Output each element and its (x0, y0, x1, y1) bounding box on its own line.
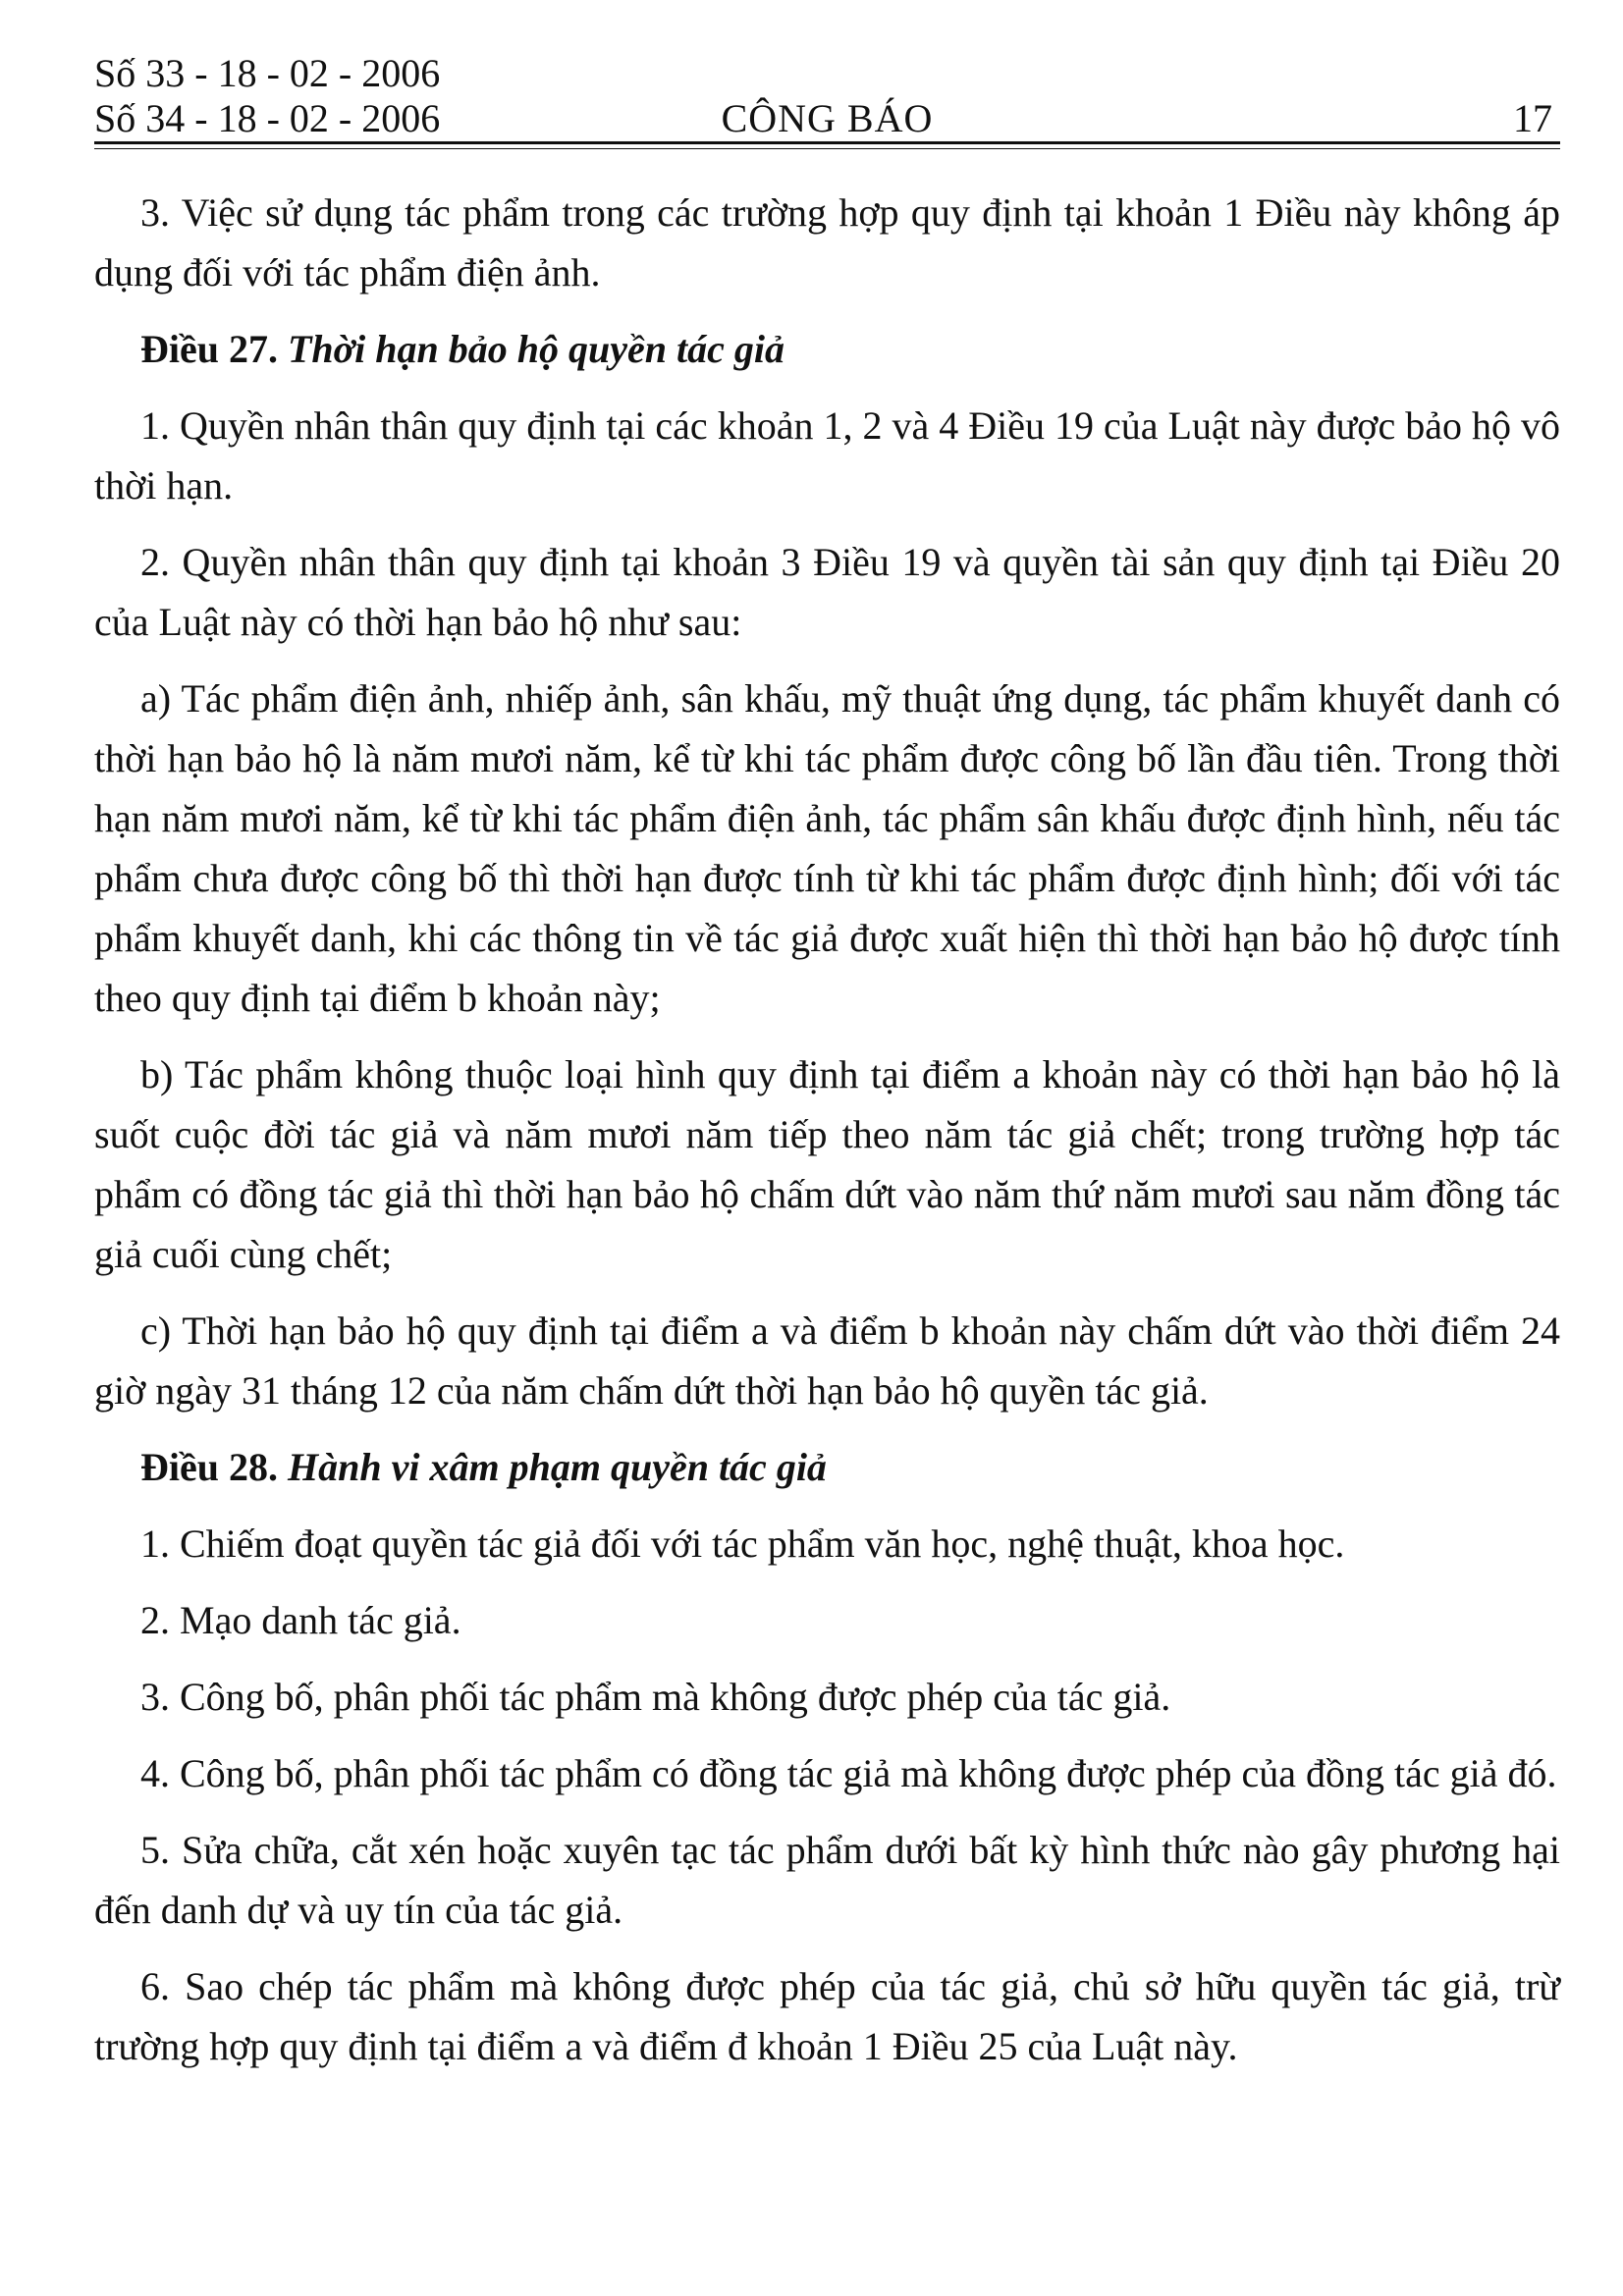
paragraph: 2. Quyền nhân thân quy định tại khoản 3 Điều 19 và quyền tài sản quy định tại Điều 20 của Luật này có thời hạn bảo hộ như sau: (94, 540, 1560, 644)
article-27-heading (94, 319, 1560, 379)
paragraph: 4. Công bố, phân phối tác phẩm có đồng tác giả mà không được phép của đồng tác giả đó. (140, 1751, 1557, 1795)
article-number: Điều 28. (140, 1445, 278, 1489)
paragraph: 5. Sửa chữa, cắt xén hoặc xuyên tạc tác phẩm dưới bất kỳ hình thức nào gây phương hại đến danh dự và uy tín của tác giả. (94, 1828, 1560, 1932)
document-body (94, 183, 1560, 2093)
page-header (94, 51, 1560, 141)
issue-line-1: Số 33 - 18 - 02 - 2006 (94, 51, 441, 95)
paragraph: c) Thời hạn bảo hộ quy định tại điểm a và điểm b khoản này chấm dứt vào thời điểm 24 giờ ngày 31 tháng 12 của năm chấm dứt thời hạn bảo hộ quyền tác giả. (94, 1308, 1560, 1413)
header-rule-thick (94, 141, 1560, 144)
article-28-heading (94, 1437, 1560, 1497)
gazette-title: CÔNG BÁO (721, 96, 934, 140)
header-rule-thin (94, 148, 1560, 149)
article-title: Hành vi xâm phạm quyền tác giả (288, 1445, 827, 1489)
page-number: 17 (1513, 96, 1552, 140)
paragraph: b) Tác phẩm không thuộc loại hình quy định tại điểm a khoản này có thời hạn bảo hộ là suốt cuộc đời tác giả và năm mươi năm tiếp theo năm tác giả chết; trong trường hợp tác phẩm có đồng tác giả thì thời hạn bảo hộ chấm dứt vào năm thứ năm mươi sau năm đồng tác giả cuối cùng chết; (94, 1052, 1560, 1276)
issue-line-2: Số 34 - 18 - 02 - 2006 (94, 96, 441, 140)
paragraph: 2. Mạo danh tác giả. (140, 1598, 461, 1642)
paragraph: a) Tác phẩm điện ảnh, nhiếp ảnh, sân khấu, mỹ thuật ứng dụng, tác phẩm khuyết danh có thời hạn bảo hộ là năm mươi năm, kể từ khi tác phẩm được công bố lần đầu tiên. Trong thời hạn năm mươi năm, kể từ khi tác phẩm điện ảnh, tác phẩm sân khấu được định hình, nếu tác phẩm chưa được công bố thì thời hạn được tính từ khi tác phẩm được định hình; đối với tác phẩm khuyết danh, khi các thông tin về tác giả được xuất hiện thì thời hạn bảo hộ được tính theo quy định tại điểm b khoản này; (94, 676, 1560, 1020)
paragraph: 1. Quyền nhân thân quy định tại các khoản 1, 2 và 4 Điều 19 của Luật này được bảo hộ vô thời hạn. (94, 403, 1560, 507)
article-title: Thời hạn bảo hộ quyền tác giả (288, 327, 784, 371)
paragraph: 3. Việc sử dụng tác phẩm trong các trường hợp quy định tại khoản 1 Điều này không áp dụng đối với tác phẩm điện ảnh. (94, 190, 1560, 294)
paragraph: 6. Sao chép tác phẩm mà không được phép của tác giả, chủ sở hữu quyền tác giả, trừ trường hợp quy định tại điểm a và điểm đ khoản 1 Điều 25 của Luật này. (94, 1964, 1560, 2068)
article-number: Điều 27. (140, 327, 278, 371)
paragraph: 1. Chiếm đoạt quyền tác giả đối với tác phẩm văn học, nghệ thuật, khoa học. (140, 1522, 1345, 1566)
paragraph: 3. Công bố, phân phối tác phẩm mà không được phép của tác giả. (140, 1675, 1171, 1719)
